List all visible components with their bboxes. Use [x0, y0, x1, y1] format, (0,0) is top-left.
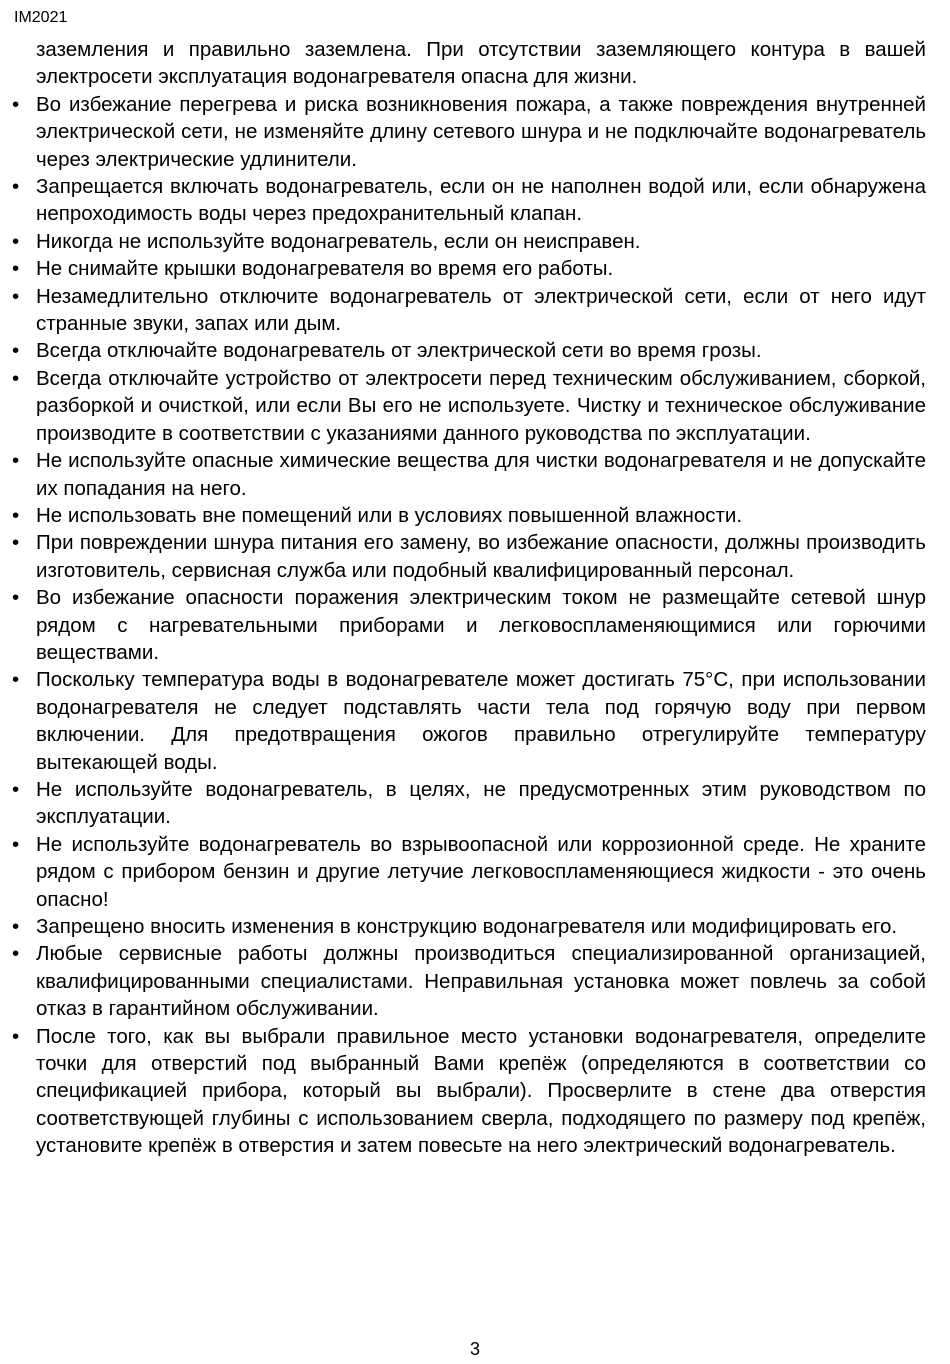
safety-bullet-item: • Не используйте водонагреватель во взрывоопасной или коррозионной среде. Не храните рядом с прибором бензин и другие летучие легковоспламеняющиеся жидкости - это очень опасно! [36, 831, 926, 913]
safety-bullet-item: • Всегда отключайте устройство от электросети перед техническим обслуживанием, сборкой, разборкой и очисткой, или если Вы его не используете. Чистку и техническое обслуживание производите в соответствии с указаниями данного руководства по эксплуатации. [36, 365, 926, 447]
safety-bullet-item: • При повреждении шнура питания его замену, во избежание опасности, должны производить изготовитель, сервисная служба или подобный квалифицированный персонал. [36, 529, 926, 584]
safety-bullet-item: • Во избежание опасности поражения электрическим током не размещайте сетевой шнур рядом с нагревательными приборами и легковоспламеняющимися или горючими веществами. [36, 584, 926, 666]
safety-bullet-item: • Никогда не используйте водонагреватель, если он неисправен. [36, 228, 926, 255]
safety-bullet-item: • Во избежание перегрева и риска возникновения пожара, а также повреждения внутренней электрической сети, не изменяйте длину сетевого шнура и не подключайте водонагреватель через электрические удлинители. [36, 91, 926, 173]
safety-bullet-list [36, 91, 926, 1160]
safety-bullet-item: • Не используйте опасные химические вещества для чистки водонагревателя и не допускайте их попадания на него. [36, 447, 926, 502]
safety-bullet-item: • Любые сервисные работы должны производиться специализированной организацией, квалифицированными специалистами. Неправильная установка может повлечь за собой отказ в гарантийном обслуживании. [36, 940, 926, 1022]
safety-bullet-item: • Незамедлительно отключите водонагреватель от электрической сети, если от него идут странные звуки, запах или дым. [36, 283, 926, 338]
safety-bullet-item: • Запрещается включать водонагреватель, если он не наполнен водой или, если обнаружена непроходимость воды через предохранительный клапан. [36, 173, 926, 228]
continuation-paragraph: заземления и правильно заземлена. При отсутствии заземляющего контура в вашей электросети эксплуатация водонагревателя опасна для жизни. [36, 38, 926, 89]
safety-bullet-item: • Не использовать вне помещений или в условиях повышенной влажности. [36, 502, 926, 529]
page-number: 3 [469, 1339, 480, 1359]
safety-bullet-item: • Всегда отключайте водонагреватель от электрической сети во время грозы. [36, 337, 926, 364]
safety-bullet-item: • Не используйте водонагреватель, в целях, не предусмотренных этим руководством по эксплуатации. [36, 776, 926, 831]
safety-bullet-item: • После того, как вы выбрали правильное место установки водонагревателя, определите точки для отверстий под выбранный Вами крепёж (определяются в соответствии со спецификацией прибора, который вы выбрали). Просверлите в стене два отверстия соответствующей глубины с использованием сверла, подходящего по размеру под крепёж, установите крепёж в отверстия и затем повесьте на него электрический водонагреватель. [36, 1023, 926, 1160]
safety-bullet-item: • Не снимайте крышки водонагревателя во время его работы. [36, 255, 926, 282]
safety-bullet-item: • Запрещено вносить изменения в конструкцию водонагревателя или модифицировать его. [36, 913, 926, 940]
safety-instructions [36, 36, 926, 1160]
safety-bullet-item: • Поскольку температура воды в водонагревателе может достигать 75°C, при использовании водонагревателя не следует подставлять части тела под горячую воду при первом включении. Для предотвращения ожогов правильно отрегулируйте температуру вытекающей воды. [36, 666, 926, 776]
document-code: IM2021 [14, 9, 68, 26]
